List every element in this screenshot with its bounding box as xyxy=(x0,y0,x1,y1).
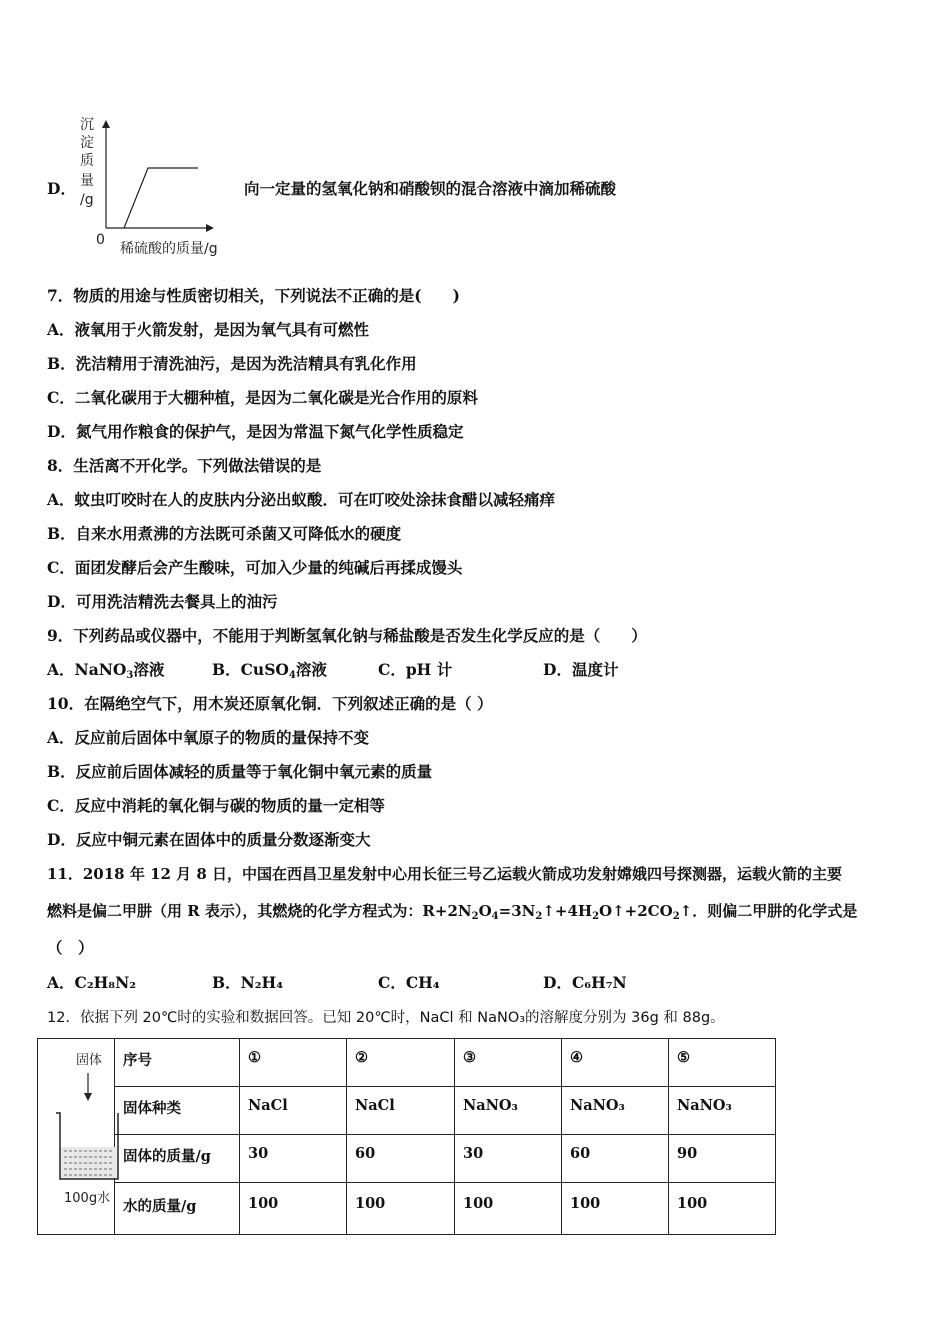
water-fill xyxy=(61,1147,117,1178)
ylabel-char-2: 淀 xyxy=(80,135,94,151)
table-cell: 60 xyxy=(562,1135,669,1183)
q10-option-a: A．反应前后固体中氧原子的物质的量保持不变 xyxy=(47,728,370,747)
q9-option-a xyxy=(47,660,164,686)
q9-option-b xyxy=(212,660,327,686)
ylabel-char-1: 沉 xyxy=(80,117,94,133)
solid-label: 固体 xyxy=(76,1053,103,1068)
q8-option-d: D．可用洗洁精洗去餐具上的油污 xyxy=(47,592,278,611)
ylabel-char-4: 量 xyxy=(80,173,94,189)
q8-option-c: C．面团发酵后会产生酸味，可加入少量的纯碱后再揉成馒头 xyxy=(47,558,463,577)
table-cell: NaNO₃ xyxy=(455,1087,562,1135)
table-cell: 固体种类 xyxy=(115,1087,240,1135)
table-cell: NaNO₃ xyxy=(562,1087,669,1135)
q8-option-b: B．自来水用煮沸的方法既可杀菌又可降低水的硬度 xyxy=(47,524,402,543)
q12-stem: 12．依据下列 20℃时的实验和数据回答。已知 20℃时，NaCl 和 NaNO₃的溶解度分别为 36g 和 88g。 xyxy=(47,1010,725,1026)
table-cell: 100 xyxy=(455,1183,562,1235)
q7-stem: 7．物质的用途与性质密切相关，下列说法不正确的是( ) xyxy=(47,286,460,305)
q11-option-d: D．C₆H₇N xyxy=(543,973,627,992)
table-row xyxy=(38,1135,776,1183)
q7-option-d: D．氮气用作粮食的保护气，是因为常温下氮气化学性质稳定 xyxy=(47,422,464,441)
y-axis-arrow xyxy=(102,120,110,128)
q11-o: O xyxy=(478,902,492,920)
q8-stem: 8．生活离不开化学。下列做法错误的是 xyxy=(47,456,322,475)
q8-option-a: A．蚊虫叮咬时在人的皮肤内分泌出蚁酸．可在叮咬处涂抹食醋以减轻痛痒 xyxy=(47,490,556,509)
q12-table-wrapper xyxy=(37,1038,776,1235)
header-cell: ④ xyxy=(562,1039,669,1087)
q11-eq-o: O↑+2CO xyxy=(599,902,673,920)
q9-stem: 9．下列药品或仪器中，不能用于判断氢氧化钠与稀盐酸是否发生化学反应的是（ ） xyxy=(47,626,647,645)
table-cell: 60 xyxy=(347,1135,455,1183)
water-label: 100g水 xyxy=(64,1191,111,1206)
q11-line3: （ ） xyxy=(47,938,94,957)
q11-option-c: C．CH₄ xyxy=(378,973,440,992)
q11-sub-n2b: 2 xyxy=(535,911,543,922)
q9-option-d: D．温度计 xyxy=(543,660,619,679)
q9-a-post: 溶液 xyxy=(133,660,165,679)
ylabel-char-3: 质 xyxy=(80,153,94,169)
q11-eq-eq: =3N xyxy=(498,902,536,920)
q11-sub-n2: 2 xyxy=(471,911,479,922)
q9-b-sub: 4 xyxy=(288,670,296,681)
q9-b-pre: B．CuSO xyxy=(212,660,289,679)
table-cell: 100 xyxy=(669,1183,776,1235)
q11-eq-end: ↑．则偏二甲肼的化学式是 xyxy=(679,902,858,920)
q6-option-d-text: 向一定量的氢氧化钠和硝酸钡的混合溶液中滴加稀硫酸 xyxy=(244,179,617,198)
table-cell: 30 xyxy=(455,1135,562,1183)
q10-option-c: C．反应中消耗的氧化铜与碳的物质的量一定相等 xyxy=(47,796,385,815)
q11-sub-o4: 4 xyxy=(491,911,499,922)
q10-option-d: D．反应中铜元素在固体中的质量分数逐渐变大 xyxy=(47,830,371,849)
drop-arrow-head xyxy=(84,1093,92,1101)
q11-line2 xyxy=(47,901,857,927)
q9-a-pre: A．NaNO xyxy=(47,660,127,679)
table-cell: NaCl xyxy=(240,1087,347,1135)
q7-option-c: C．二氧化碳用于大棚种植，是因为二氧化碳是光合作用的原料 xyxy=(47,388,478,407)
q7-option-b: B．洗洁精用于清洗油污，是因为洗洁精具有乳化作用 xyxy=(47,354,417,373)
y-unit: /g xyxy=(80,192,94,208)
q10-stem: 10．在隔绝空气下，用木炭还原氧化铜．下列叙述正确的是（ ） xyxy=(47,694,493,713)
q9-option-c: C．pH 计 xyxy=(378,660,453,679)
q11-eq-pre: 燃料是偏二甲肼（用 R 表示），其燃烧的化学方程式为：R+2N xyxy=(47,902,472,920)
q11-sub-co2: 2 xyxy=(672,911,680,922)
header-cell: ① xyxy=(240,1039,347,1087)
table-header-row xyxy=(38,1039,776,1087)
q10-option-b: B．反应前后固体减轻的质量等于氧化铜中氧元素的质量 xyxy=(47,762,433,781)
q6-option-d-label: D． xyxy=(47,179,76,198)
q11-option-b: B．N₂H₄ xyxy=(212,973,283,992)
header-cell: 序号 xyxy=(115,1039,240,1087)
table-cell: NaCl xyxy=(347,1087,455,1135)
x-axis-arrow xyxy=(206,224,214,232)
q11-eq-mid: ↑+4H xyxy=(542,902,593,920)
xlabel: 稀硫酸的质量/g xyxy=(120,241,218,257)
origin-label: 0 xyxy=(96,232,105,248)
table-cell: NaNO₃ xyxy=(669,1087,776,1135)
q12-table xyxy=(37,1038,776,1235)
table-cell: 90 xyxy=(669,1135,776,1183)
q11-option-a: A．C₂H₈N₂ xyxy=(47,973,137,992)
q9-a-sub: 3 xyxy=(126,670,134,681)
q7-option-a: A．液氧用于火箭发射，是因为氧气具有可燃性 xyxy=(47,320,370,339)
table-row xyxy=(38,1183,776,1235)
precipitate-graph xyxy=(70,112,270,262)
table-cell: 100 xyxy=(347,1183,455,1235)
table-cell: 100 xyxy=(240,1183,347,1235)
header-cell: ⑤ xyxy=(669,1039,776,1087)
table-row xyxy=(38,1087,776,1135)
q11-sub-h2: 2 xyxy=(592,911,600,922)
table-cell: 30 xyxy=(240,1135,347,1183)
header-cell: ③ xyxy=(455,1039,562,1087)
beaker-figure-cell xyxy=(38,1039,115,1235)
q11-line1: 11．2018 年 12 月 8 日，中国在西昌卫星发射中心用长征三号乙运载火箭成功发射嫦娥四号探测器，运载火箭的主要 xyxy=(47,865,843,883)
table-cell: 固体的质量/g xyxy=(115,1135,240,1183)
q9-b-post: 溶液 xyxy=(295,660,327,679)
curve-line xyxy=(124,168,198,228)
table-cell: 水的质量/g xyxy=(115,1183,240,1235)
header-cell: ② xyxy=(347,1039,455,1087)
table-cell: 100 xyxy=(562,1183,669,1235)
